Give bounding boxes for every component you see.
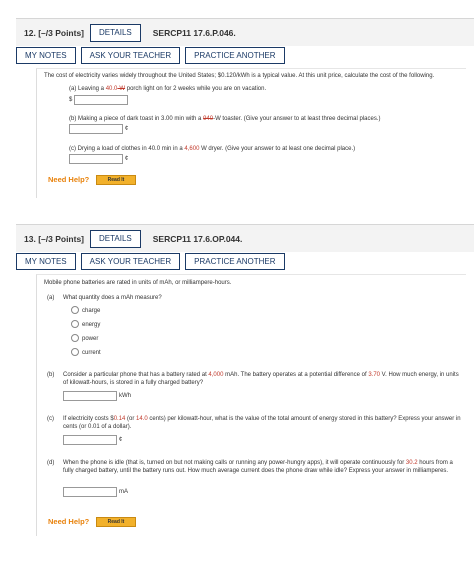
q13-b-value-1: 4,000	[208, 372, 224, 378]
q12-part-a-input[interactable]	[74, 95, 128, 105]
q12-practice-another-button[interactable]: PRACTICE ANOTHER	[185, 47, 284, 64]
question-12-number-points	[24, 28, 90, 38]
q13-c-pre: If electricity costs $	[63, 416, 114, 422]
question-12-header	[16, 18, 474, 46]
q13-b-post: V. How much energy, in units of kilowatt-hours, is stored in a fully charged battery?	[63, 372, 459, 386]
q13-radio-power[interactable]	[71, 334, 79, 342]
q12-my-notes-button[interactable]: MY NOTES	[16, 47, 76, 64]
q12-a-dollar-sign: $	[69, 97, 73, 103]
q12-need-help: Need Help?	[48, 175, 90, 184]
question-13-header	[16, 224, 474, 252]
q12-b-value: 940	[203, 116, 214, 122]
q13-option-charge: charge	[82, 308, 101, 314]
q13-option-current: current	[82, 350, 101, 356]
q13-b-mid: mAh. The battery operates at a potential difference of	[223, 372, 369, 378]
question-12-details-button[interactable]: DETAILS	[90, 24, 141, 42]
q13-read-it-button[interactable]: Read It	[96, 517, 136, 527]
q12-b-post: -W toaster. (Give your answer to at least three decimal places.)	[213, 116, 381, 122]
q13-ask-teacher-button[interactable]: ASK YOUR TEACHER	[81, 253, 181, 270]
q13-b-unit: kWh	[119, 393, 131, 399]
q12-b-pre: (b) Making a piece of dark toast in 3.00 min with a	[69, 116, 204, 122]
q12-part-b-text	[69, 115, 381, 123]
q13-b-value-2: 3.70	[368, 372, 380, 378]
q13-part-b-label: (b)	[47, 372, 55, 378]
q13-c-mid: (or	[125, 416, 137, 422]
q13-option-power: power	[82, 336, 99, 342]
q13-d-pre: When the phone is idle (that is, turned on but not making calls or running any power-hungry apps), it will operate continuously for	[63, 460, 406, 466]
q13-c-post: cents) per kilowatt-hour, what is the value of the total amount of energy stored in this battery? Express your answer in cents (or 0.01 of a dollar).	[63, 416, 461, 430]
q12-read-it-button[interactable]: Read It	[96, 175, 136, 185]
q13-radio-current[interactable]	[71, 348, 79, 356]
q13-d-value: 30.2	[405, 460, 418, 466]
q13-part-d-text	[63, 459, 461, 475]
question-12-number: 12.	[24, 27, 36, 38]
q13-part-c-input[interactable]	[63, 435, 117, 445]
question-13-number-points	[24, 234, 90, 244]
q12-c-pre: (c) Drying a load of clothes in 40.0 min in a	[69, 146, 185, 152]
q12-a-unit: -W	[117, 86, 126, 92]
q13-option-energy: energy	[82, 322, 101, 328]
q13-part-b-input[interactable]	[63, 391, 117, 401]
q13-part-d-input[interactable]	[63, 487, 117, 497]
question-12-points: [–/3 Points]	[38, 27, 85, 38]
q13-b-pre: Consider a particular phone that has a battery rated at	[63, 372, 209, 378]
q13-radio-energy[interactable]	[71, 320, 79, 328]
q12-a-pre: (a) Leaving a	[69, 86, 106, 92]
q13-practice-another-button[interactable]: PRACTICE ANOTHER	[185, 253, 284, 270]
q13-my-notes-button[interactable]: MY NOTES	[16, 253, 76, 270]
q12-a-post: porch light on for 2 weeks while you are on vacation.	[125, 86, 267, 92]
q12-b-cent-sign: ¢	[125, 126, 129, 132]
q13-c-value-1: 0.14	[113, 416, 126, 422]
question-12-code: SERCP11 17.6.P.046.	[152, 27, 236, 38]
q12-intro: The cost of electricity varies widely throughout the United States; $0.120/kWh is a typical value. At this unit price, calculate the cost of the following.	[44, 73, 435, 79]
q13-intro: Mobile phone batteries are rated in units of mAh, or milliampere-hours.	[44, 280, 232, 286]
q12-part-c-input[interactable]	[69, 154, 123, 164]
q13-part-c-text	[63, 415, 461, 431]
q12-a-value: 40.0	[105, 86, 118, 92]
question-13-number: 13.	[24, 233, 36, 244]
q12-c-cent-sign: ¢	[125, 156, 129, 162]
question-13-points: [–/3 Points]	[38, 233, 85, 244]
q12-c-value: 4,600	[184, 146, 200, 152]
question-13-toolbar	[16, 253, 285, 270]
q12-part-c-text	[69, 145, 355, 153]
q12-part-b-input[interactable]	[69, 124, 123, 134]
q13-d-unit: mA	[119, 489, 128, 495]
q13-part-a-text: What quantity does a mAh measure?	[63, 295, 162, 301]
q13-need-help: Need Help?	[48, 517, 90, 526]
question-13-details-button[interactable]: DETAILS	[90, 230, 141, 248]
q13-d-post: hours from a fully charged battery, until the battery runs out. How much average current does the phone draw while idle? Express your answer in milliamperes.	[63, 460, 453, 474]
q12-ask-teacher-button[interactable]: ASK YOUR TEACHER	[81, 47, 181, 64]
q12-c-post: W dryer. (Give your answer to at least one decimal place.)	[199, 146, 356, 152]
q13-part-a-label: (a)	[47, 295, 55, 301]
q13-part-c-label: (c)	[47, 416, 54, 422]
q13-c-value-2: 14.0	[136, 416, 148, 422]
question-12-toolbar	[16, 47, 285, 64]
q13-c-unit: ¢	[119, 437, 123, 443]
q13-radio-charge[interactable]	[71, 306, 79, 314]
q13-part-d-label: (d)	[47, 460, 55, 466]
q13-part-b-text	[63, 371, 461, 387]
q12-part-a-text	[69, 85, 266, 93]
question-13-code: SERCP11 17.6.OP.044.	[152, 233, 243, 244]
